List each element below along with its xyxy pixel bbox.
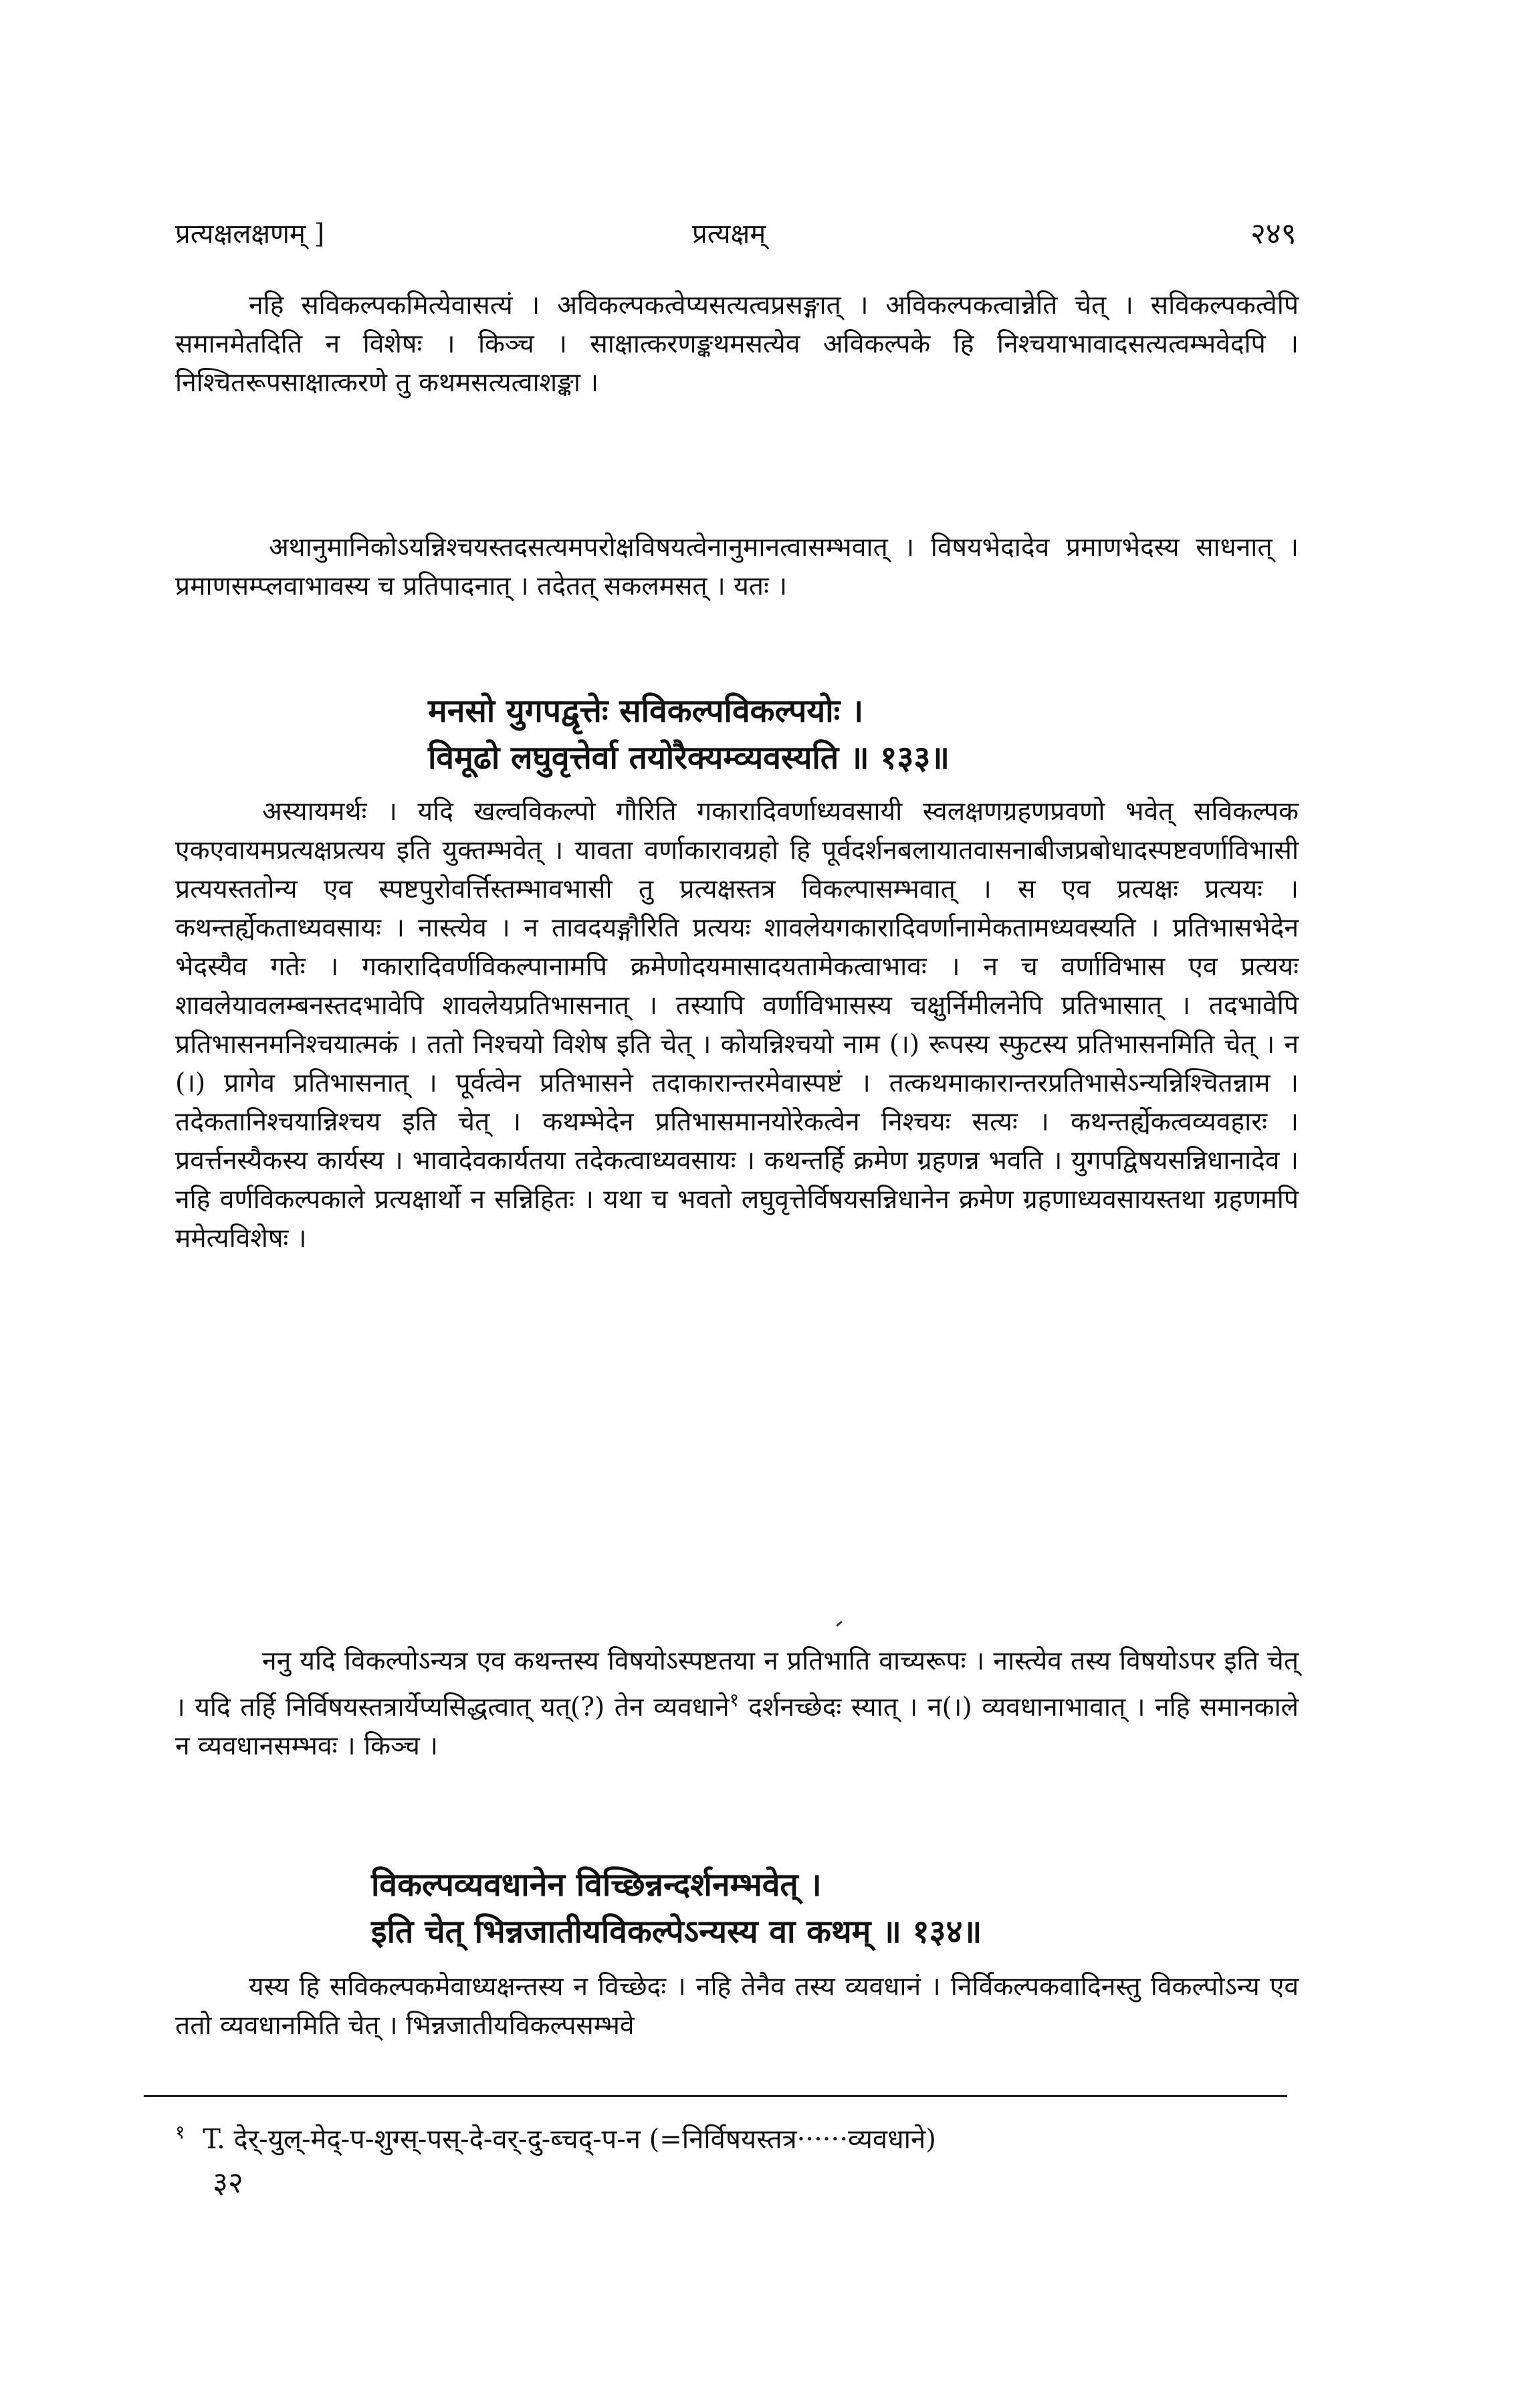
verse-133-line-1: मनसो युगपद्वृत्तेः सविकल्पविकल्पयोः । — [428, 692, 864, 730]
footnote-marker: १ — [175, 2121, 185, 2143]
footnote — [175, 2115, 936, 2156]
paragraph-1: नहि सविकल्पकमित्येवासत्यं । अविकल्पकत्वेप्यसत्यत्वप्रसङ्गात् । अविकल्पकत्वान्नेति चेत् । सविकल्पकत्वेपि समानमेतदिति न विशेषः । किञ्च । साक्षात्करणङ्कथमसत्येव अविकल्पके हि निश्चयाभावादसत्यत्वम्भवेदपि । निश्चितरूपसाक्षात्करणे तु कथमसत्यत्वाशङ्का । — [175, 290, 1299, 398]
paragraph-3-commentary: अस्यायमर्थः । यदि खल्वविकल्पो गौरिति गकारादिवर्णाध्यवसायी स्वलक्षणग्रहणप्रवणो भवेत् सविकल्पक एकएवायमप्रत्यक्षप्रत्यय इति युक्तम्भवेत् । यावता वर्णाकारावग्रहो हि पूर्वदर्शनबलायातवासनाबीजप्रबोधादस्पष्टवर्णाविभासी प्रत्ययस्ततोन्य एव स्पष्टपुरोवर्त्तिस्तम्भावभासी तु प्रत्यक्षस्तत्र विकल्पासम्भवात् । स एव प्रत्यक्षः प्रत्ययः । कथन्तर्ह्येकताध्यवसायः । नास्त्येव । न तावदयङ्गौरिति प्रत्ययः शावलेयगकारादिवर्णानामेकतामध्यवस्यति । प्रतिभासभेदेन भेदस्यैव गतेः । गकारादिवर्णविकल्पानामपि क्रमेणोदयमासादयतामेकत्वाभावः । न च वर्णाविभास एव प्रत्ययः शावलेयावलम्बनस्तदभावेपि शावलेयप्रतिभासनात् । तस्यापि वर्णाविभासस्य चक्षुर्निमीलनेपि प्रतिभासात् । तदभावेपि प्रतिभासनमनिश्चयात्मकं । ततो निश्चयो विशेष इति चेत् । कोयन्निश्चयो नाम (।) रूपस्य स्फुटस्य प्रतिभासनमिति चेत् । न (।) प्रागेव प्रतिभासनात् । पूर्वत्वेन प्रतिभासने तदाकारान्तरमेवास्पष्टं । तत्कथमाकारान्तरप्रतिभासेऽन्यन्निश्चितन्नाम । तदेकतानिश्चयान्निश्चय इति चेत् । कथम्भेदेन प्रतिभासमानयोरेकत्वेन निश्चयः सत्यः । कथन्तर्ह्येकत्वव्यवहारः । प्रवर्त्तनस्यैकस्य कार्यस्य । भावादेवकार्यतया तदेकत्वाध्यवसायः । कथन्तर्हि क्रमेण ग्रहणन्न भवति । युगपद्विषयसन्निधानादेव । नहि वर्णविकल्पकाले प्रत्यक्षार्थो न सन्निहितः । यथा च भवतो लघुवृत्तेर्विषयसन्निधानेन क्रमेण ग्रहणाध्यवसायस्तथा ग्रहणमपि ममेत्यविशेषः । — [175, 797, 1299, 1253]
paragraph-4-text: ननु यदि विकल्पोऽन्यत्र एव कथन्तस्य विषयोऽस्पष्टतया न प्रतिभाति वाच्यरूपः । नास्त्येव तस्य विषयोऽपर इति चेत् । यदि तर्हि निर्विषयस्तत्रार्येप्यसिद्धत्वात् यत्(?) तेन व्यवधाने — [175, 1646, 1299, 1722]
paragraph-5: यस्य हि सविकल्पकमेवाध्यक्षन्तस्य न विच्छेदः । नहि तेनैव तस्य व्यवधानं । निर्विकल्पकवादिनस्तु विकल्पोऽन्य एव ततो व्यवधानमिति चेत् । भिन्नजातीयविकल्पसम्भवे — [175, 1972, 1299, 2041]
footnote-text: T. देर्-युल्-मेद्-प-शुग्स्-पस्-दे-वर्-दु-ब्चद्-प-न (=निर्विषयस्तत्र······व्यवधाने) — [203, 2124, 936, 2155]
paragraph-4-continuation: दर्शनच्छेदः स्यात् । न(।) व्यवधानाभावात् । नहि समानकाले न व्यवधानसम्भवः । किञ्च । — [175, 1692, 1299, 1761]
page-number: २४९ — [1250, 217, 1297, 251]
running-header-center: प्रत्यक्षम् — [692, 219, 766, 249]
running-header-left: प्रत्यक्षलक्षणम् ] — [175, 219, 325, 249]
verse-133-line-2: विमूढो लघुवृत्तेर्वा तयोरैक्यम्व्यवस्यति ॥ १३३॥ — [428, 739, 950, 777]
stray-mark — [836, 1621, 843, 1627]
footnote-reference: १ — [729, 1689, 740, 1711]
verse-134-line-1: विकल्पव्यवधानेन विच्छिन्नन्दर्शनम्भवेत् । — [371, 1866, 822, 1904]
footnote-rule — [144, 2095, 1287, 2097]
paragraph-2: अथानुमानिकोऽयन्निश्चयस्तदसत्यमपरोक्षविषयत्वेनानुमानत्वासम्भवात् । विषयभेदादेव प्रमाणभेदस्य साधनात् । प्रमाणसम्प्लवाभावस्य च प्रतिपादनात् । तदेतत् सकलमसत् । यतः । — [175, 532, 1299, 601]
signature-mark: ३२ — [213, 2166, 243, 2200]
paragraph-4 — [175, 1642, 1299, 1766]
verse-134-line-2: इति चेत् भिन्नजातीयविकल्पेऽन्यस्य वा कथम् ॥ १३४॥ — [371, 1913, 982, 1950]
